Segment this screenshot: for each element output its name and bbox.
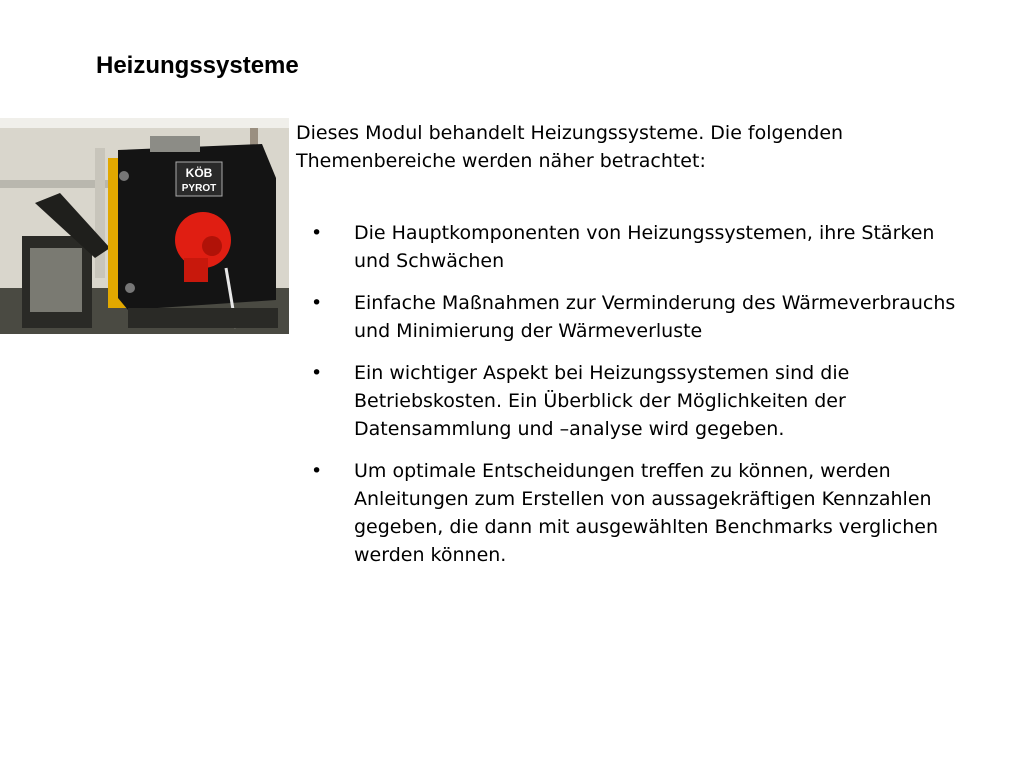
bullet-icon: • bbox=[311, 362, 323, 384]
photo-bolt bbox=[125, 283, 135, 293]
bullet-icon: • bbox=[311, 292, 323, 314]
photo-pipe bbox=[0, 180, 110, 188]
intro-text: Dieses Modul behandelt Heizungssysteme. Die folgenden Themenbereiche werden näher betrachtet: bbox=[296, 122, 844, 172]
list-item-text: Ein wichtiger Aspekt bei Heizungssystemen sind die Betriebskosten. Ein Überblick der Möglichkeiten der Datensammlung und –analyse wird gegeben. bbox=[354, 362, 850, 440]
boiler-photo bbox=[0, 118, 289, 334]
boiler-illustration bbox=[0, 118, 289, 334]
photo-ceiling-light bbox=[0, 118, 289, 128]
list-item bbox=[311, 359, 964, 443]
list-item bbox=[311, 289, 964, 345]
photo-pipe-vertical bbox=[95, 148, 105, 278]
list-item bbox=[311, 457, 964, 569]
slide-title: Heizungssysteme bbox=[96, 52, 299, 79]
list-item-text: Um optimale Entscheidungen treffen zu können, werden Anleitungen zum Erstellen von aussagekräftigen Kennzahlen gegeben, die dann mit ausgewählten Benchmarks verglichen werden können. bbox=[354, 460, 939, 566]
list-item bbox=[311, 219, 964, 275]
topic-list bbox=[311, 219, 991, 583]
list-item-text: Einfache Maßnahmen zur Verminderung des Wärmeverbrauchs und Minimierung der Wärmeverluste bbox=[354, 292, 956, 342]
photo-boiler-top bbox=[150, 136, 200, 152]
photo-burner-fan bbox=[202, 236, 222, 256]
photo-left-unit-door bbox=[30, 248, 82, 312]
photo-boiler-base bbox=[128, 308, 278, 328]
photo-bolt bbox=[119, 171, 129, 181]
bullet-icon: • bbox=[311, 222, 323, 244]
photo-brand-line1: KÖB bbox=[185, 166, 213, 180]
bullet-icon: • bbox=[311, 460, 323, 482]
photo-brand-line2: PYROT bbox=[181, 183, 217, 194]
list-item-text: Die Hauptkomponenten von Heizungssystemen, ihre Stärken und Schwächen bbox=[354, 222, 935, 272]
photo-burner-base bbox=[184, 258, 208, 282]
